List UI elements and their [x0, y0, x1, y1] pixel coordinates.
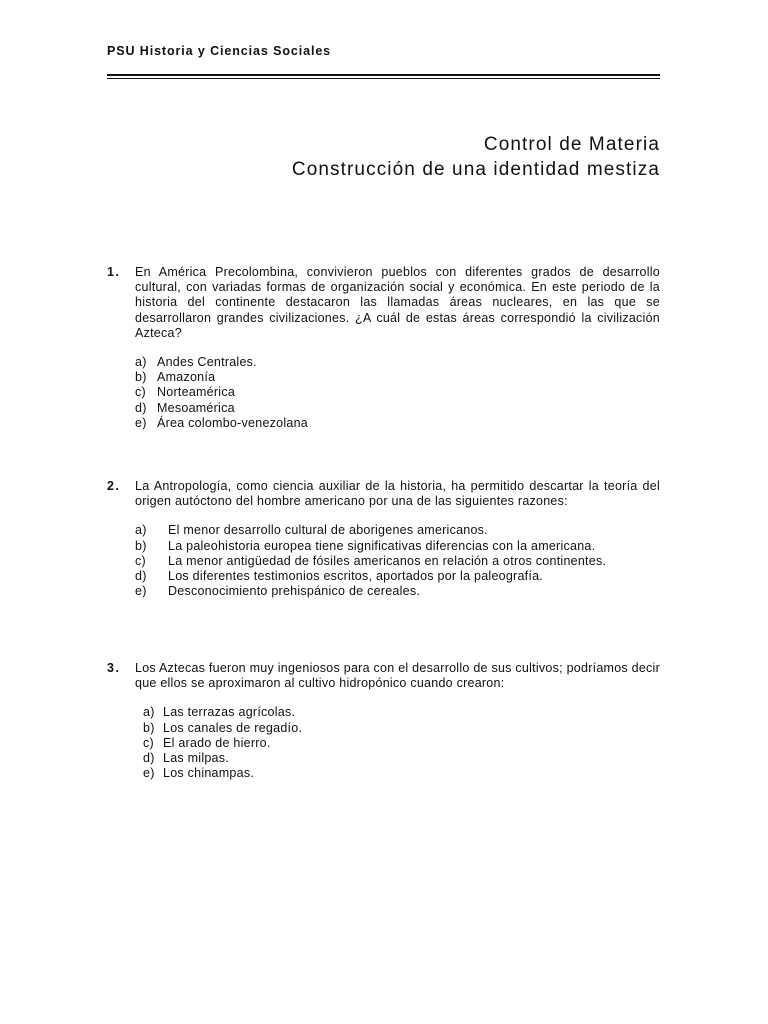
answer-option-b	[135, 370, 660, 385]
question-3	[107, 661, 660, 781]
question-number: 3.	[107, 661, 121, 675]
option-letter: b)	[135, 538, 147, 553]
option-letter: b)	[143, 720, 155, 735]
option-text: Andes Centrales.	[157, 355, 257, 370]
answer-option-b	[135, 539, 660, 554]
option-letter: a)	[143, 705, 155, 720]
answer-option-d	[135, 569, 660, 584]
question-text: En América Precolombina, convivieron pueblos con diferentes grados de desarrollo cultural, con variadas formas de organización social y económica. En este periodo de la historia del continente destacaron las llamadas áreas nucleares, en las que se desarrollaron grandes civilizaciones. ¿A cuál de estas áreas correspondió la civilización Azteca?	[135, 265, 660, 340]
answer-option-a	[143, 705, 660, 720]
title-block	[292, 132, 660, 182]
question-text: Los Aztecas fueron muy ingeniosos para con el desarrollo de sus cultivos; podríamos decir que ellos se aproximaron al cultivo hidropónico cuando crearon:	[135, 661, 660, 691]
answer-option-a	[135, 355, 660, 370]
question-2	[107, 479, 660, 599]
option-text: Mesoamérica	[157, 400, 235, 415]
answer-option-d	[143, 751, 660, 766]
answer-option-e	[135, 416, 660, 431]
answer-option-c	[143, 736, 660, 751]
question-number: 2.	[107, 479, 121, 493]
option-text: Las milpas.	[163, 750, 229, 765]
question-text: La Antropología, como ciencia auxiliar de la historia, ha permitido descartar la teoría del origen autóctono del hombre americano por una de las siguientes razones:	[135, 479, 660, 509]
option-text: La paleohistoria europea tiene significativas diferencias con la americana.	[168, 538, 596, 553]
answer-option-c	[135, 385, 660, 400]
page-title: Control de Materia	[483, 134, 660, 155]
page-subtitle: Construcción de una identidad mestiza	[291, 159, 660, 180]
answer-option-c	[135, 554, 660, 569]
option-text: El arado de hierro.	[163, 735, 271, 750]
answer-option-e	[135, 584, 660, 599]
answer-option-d	[135, 401, 660, 416]
answer-option-b	[143, 721, 660, 736]
option-letter: e)	[143, 766, 155, 781]
answer-option-a	[135, 523, 660, 538]
option-text: Los canales de regadío.	[163, 720, 303, 735]
option-letter: d)	[135, 568, 147, 583]
option-letter: c)	[143, 735, 154, 750]
answer-option-e	[143, 766, 660, 781]
option-text: La menor antigüedad de fósiles americanos en relación a otros continentes.	[168, 553, 607, 568]
question-number: 1.	[107, 265, 121, 279]
option-letter: b)	[135, 370, 147, 385]
option-letter: a)	[135, 355, 147, 370]
answer-options	[143, 705, 660, 781]
option-text: Los diferentes testimonios escritos, aportados por la paleografía.	[168, 568, 544, 583]
option-text: Los chinampas.	[163, 766, 255, 781]
option-letter: d)	[135, 400, 147, 415]
question-1	[107, 265, 660, 431]
document-header: PSU Historia y Ciencias Sociales	[107, 44, 332, 58]
option-text: El menor desarrollo cultural de aborigenes americanos.	[168, 523, 488, 538]
header-rule-thick	[107, 74, 660, 76]
option-text: Norteamérica	[157, 385, 236, 400]
option-letter: d)	[143, 750, 155, 765]
option-text: Desconocimiento prehispánico de cereales.	[168, 584, 421, 599]
option-letter: c)	[135, 553, 146, 568]
option-text: Amazonía	[157, 370, 216, 385]
option-letter: e)	[135, 584, 147, 599]
option-letter: c)	[135, 385, 146, 400]
option-letter: a)	[135, 523, 147, 538]
answer-options	[135, 355, 660, 431]
option-text: Las terrazas agrícolas.	[163, 705, 296, 720]
header-rule-thin	[107, 78, 660, 79]
answer-options	[135, 523, 660, 599]
option-text: Área colombo-venezolana	[157, 415, 308, 430]
option-letter: e)	[135, 415, 147, 430]
